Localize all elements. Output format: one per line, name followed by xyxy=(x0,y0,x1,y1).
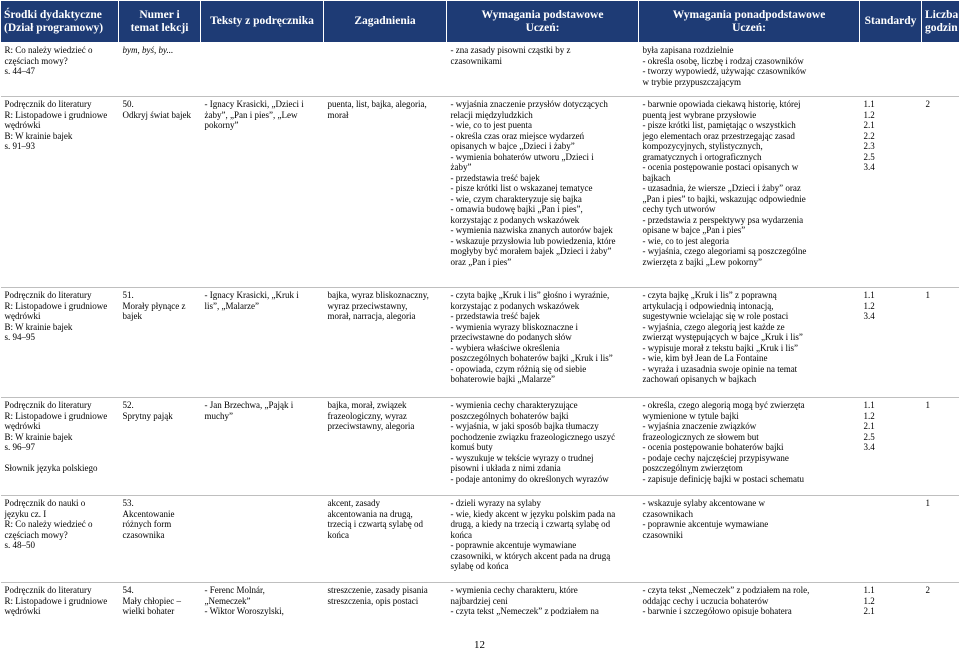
cell-standards: 1.1 1.2 2.1 2.5 3.4 xyxy=(860,398,922,496)
cell-texts xyxy=(201,43,324,97)
cell-basic: - zna zasady pisowni cząstki by z czasownikami xyxy=(450,45,571,66)
header-sources: Środki dydaktyczne (Dział programowy) xyxy=(1,1,119,43)
cell-basic: - dzieli wyrazy na sylaby - wie, kiedy akcent w języku polskim pada na drugą, a kiedy na trzecią i czwartą sylabę od końca - poprawnie akcentuje wymawiane czasowniki, w których akcent pada na drugą sylabę od końca xyxy=(447,496,639,583)
cell-lesson: 54. Mały chłopiec – wielki bohater xyxy=(119,583,201,631)
header-topics: Zagadnienia xyxy=(324,1,447,43)
cell-basic: - wymienia cechy charakteryzujące poszczególnych bohaterów bajki - wyjaśnia, w jaki sposób bajka tłumaczy pochodzenie związku frazeologicznego uszyć komuś buty - wyszukuje w tekście wyrazy o trudnej pisowni i układa z nimi zdania - podaje antonimy do określonych wyrazów xyxy=(447,398,639,496)
table-row xyxy=(1,496,959,583)
cell-hours: 2 xyxy=(922,97,959,288)
cell-topics: streszczenie, zasady pisania streszczenia, opis postaci xyxy=(324,583,447,631)
table-row xyxy=(1,43,959,97)
cell-sources: Podręcznik do nauki o języku cz. I R: Co należy wiedzieć o częściach mowy? s. 48–50 xyxy=(1,496,119,583)
cell-hours: 1 xyxy=(922,398,959,496)
page-number: 12 xyxy=(474,639,485,651)
cell-standards: 1.1 1.2 2.1 xyxy=(860,583,922,631)
header-lesson: Numer i temat lekcji xyxy=(119,1,201,43)
cell-sources: Podręcznik do literatury R: Listopadowe i grudniowe wędrówki B: W krainie bajek s. 94–95 xyxy=(1,288,119,398)
table-row xyxy=(1,398,959,496)
cell-sources: R: Co należy wiedzieć o częściach mowy? s. 44–47 xyxy=(4,45,93,76)
header-standards: Standardy xyxy=(860,1,922,43)
cell-hours: 1 xyxy=(922,288,959,398)
cell-basic: - wyjaśnia znaczenie przysłów dotyczących relacji międzyludzkich - wie, co to jest puenta - określa czas oraz miejsce wydarzeń opisanych w bajce „Dzieci i żaby” - wymienia bohaterów utworu „Dzieci i żaby” - przedstawia treść bajek - pisze krótki list o wskazanej tematyce - wie, czym charakteryzuje się bajka - omawia budowę bajki „Pan i pies”, korzystając z podanych wskazówek - wymienia nazwiska znanych autorów bajek - wskazuje przysłowia lub powiedzenia, które mogłyby być morałem bajek „Dzieci i żaby” oraz „Pan i pies” xyxy=(447,97,639,288)
cell-advanced: - czyta tekst „Nemeczek” z podziałem na role, oddając cechy i uczucia bohaterów - barwnie i szczegółowo opisuje bohatera xyxy=(639,583,860,631)
cell-standards: 1.1 1.2 2.1 2.2 2.3 2.5 3.4 xyxy=(860,97,922,288)
cell-sources: Podręcznik do literatury R: Listopadowe i grudniowe wędrówki B: W krainie bajek s. 96–97 Słownik języka polskiego xyxy=(1,398,119,496)
cell-basic: - czyta bajkę „Kruk i lis” głośno i wyraźnie, korzystając z podanych wskazówek - przedstawia treść bajek - wymienia wyrazy bliskoznaczne i przeciwstawne do podanych słów - wybiera właściwe określenia poszczególnych bohaterów bajki „Kruk i lis” - opowiada, czym różnią się od siebie bohaterowie bajki „Malarze” xyxy=(447,288,639,398)
table-row xyxy=(1,288,959,398)
header-hours: Liczba godzin xyxy=(922,1,959,43)
cell-texts: - Jan Brzechwa, „Pająk i muchy” xyxy=(201,398,324,496)
cell-texts: - Ignacy Krasicki, „Dzieci i żaby”, „Pan i pies”, „Lew pokorny” xyxy=(201,97,324,288)
cell-topics: puenta, list, bajka, alegoria, morał xyxy=(324,97,447,288)
cell-topics: bajka, wyraz bliskoznaczny, wyraz przeciwstawny, morał, narracja, alegoria xyxy=(324,288,447,398)
cell-hours: 2 xyxy=(922,583,959,631)
table-row xyxy=(1,583,959,631)
table-row xyxy=(1,97,959,288)
table-header-row xyxy=(1,1,959,43)
cell-basic: - wymienia cechy charakteru, które najbardziej ceni - czyta tekst „Nemeczek” z podziałem na xyxy=(447,583,639,631)
header-advanced-requirements: Wymagania ponadpodstawowe Uczeń: xyxy=(639,1,860,43)
cell-standards: 1.1 1.2 3.4 xyxy=(860,288,922,398)
cell-standards xyxy=(860,496,922,583)
cell-topics: bajka, morał, związek frazeologiczny, wyraz przeciwstawny, alegoria xyxy=(324,398,447,496)
cell-lesson: bym, byś, by... xyxy=(122,45,174,55)
cell-standards xyxy=(860,43,922,97)
cell-lesson: 52. Sprytny pająk xyxy=(119,398,201,496)
cell-lesson: 50. Odkryj świat bajek xyxy=(119,97,201,288)
cell-advanced: - czyta bajkę „Kruk i lis” z poprawną artykulacją i odpowiednią intonacją, sugestywnie wcielając się w role postaci - wyjaśnia, czego alegorią jest każde ze zwierząt występujących w bajce „Kruk i lis” - wypisuje morał z tekstu bajki „Kruk i lis” - wie, kim był Jean de La Fontaine - wyraża i uzasadnia swoje opinie na temat zachowań opisanych w bajkach xyxy=(639,288,860,398)
cell-sources: Podręcznik do literatury R: Listopadowe i grudniowe wędrówki xyxy=(1,583,119,631)
cell-hours: 1 xyxy=(922,496,959,583)
cell-texts xyxy=(201,496,324,583)
header-texts: Teksty z podręcznika xyxy=(201,1,324,43)
cell-texts: - Ignacy Krasicki, „Kruk i lis”, „Malarze” xyxy=(201,288,324,398)
header-basic-requirements: Wymagania podstawowe Uczeń: xyxy=(447,1,639,43)
cell-advanced: - wskazuje sylaby akcentowane w czasownikach - poprawnie akcentuje wymawiane czasowniki xyxy=(639,496,860,583)
cell-advanced: - określa, czego alegorią mogą być zwierzęta wymienione w tytule bajki - wyjaśnia znaczenie związków frazeologicznych ze słowem but - ocenia postępowanie bohaterów bajki - podaje cechy najczęściej przypisywane poszczególnym zwierzętom - zapisuje definicję bajki w postaci schematu xyxy=(639,398,860,496)
cell-sources: Podręcznik do literatury R: Listopadowe i grudniowe wędrówki B: W krainie bajek s. 91–93 xyxy=(1,97,119,288)
cell-lesson: 53. Akcentowanie różnych form czasownika xyxy=(119,496,201,583)
cell-texts: - Ferenc Molnár, „Nemeczek” - Wiktor Woroszylski, xyxy=(201,583,324,631)
cell-hours xyxy=(922,43,959,97)
cell-lesson: 51. Morały płynące z bajek xyxy=(119,288,201,398)
cell-topics xyxy=(324,43,447,97)
cell-topics: akcent, zasady akcentowania na drugą, trzecią i czwartą sylabę od końca xyxy=(324,496,447,583)
cell-advanced: - barwnie opowiada ciekawą historię, której puentą jest wybrane przysłowie - pisze krótki list, pamiętając o wszystkich jego elementach oraz przestrzegając zasad kompozycyjnych, stylistycznych, gramatycznych i ortograficznych - ocenia postępowanie postaci opisanych w bajkach - uzasadnia, że wiersze „Dzieci i żaby” oraz „Pan i pies” to bajki, wskazując odpowiednie cechy tych utworów - przedstawia z perspektywy psa wydarzenia opisane w bajce „Pan i pies” - wie, co to jest alegoria - wyjaśnia, czego alegoriami są poszczególne zwierzęta z bajki „Lew pokorny” xyxy=(639,97,860,288)
cell-advanced: była zapisana rozdzielnie - określa osobę, liczbę i rodzaj czasowników - tworzy wypowiedź, używając czasowników w trybie przypuszczającym xyxy=(642,45,807,87)
